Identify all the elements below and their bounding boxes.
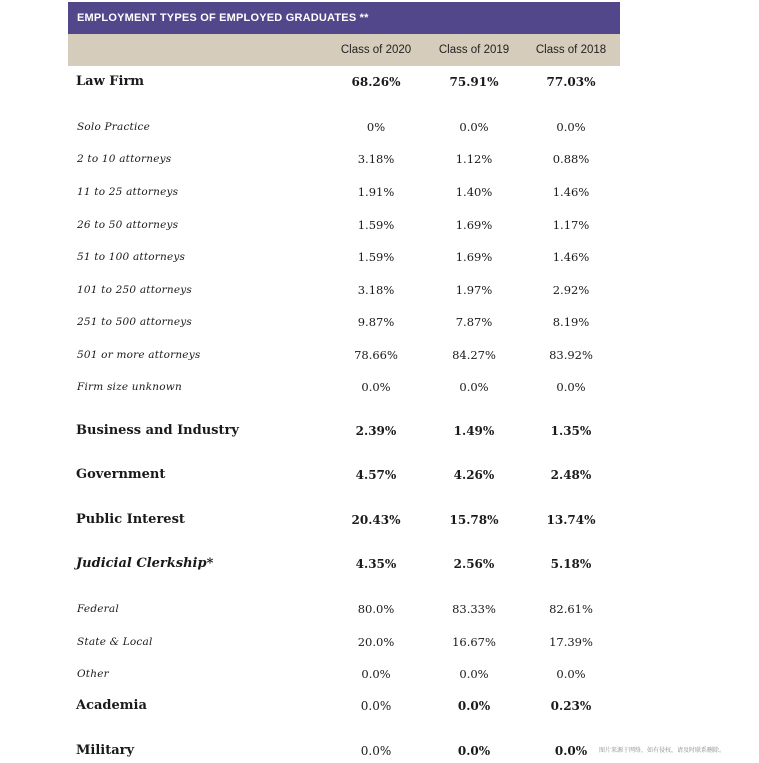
column-header-2019: Class of 2019 [438, 44, 510, 56]
table-row-501-or-more [68, 343, 620, 367]
value-2018: 1.46% [552, 250, 590, 264]
table-row-business-industry [68, 419, 620, 443]
row-label: 26 to 50 attorneys [77, 219, 179, 231]
value-2019: 0.0% [459, 380, 489, 394]
value-2019: 1.12% [455, 152, 493, 166]
row-label: Military [76, 743, 135, 758]
row-label: Government [76, 467, 166, 482]
table-row-government [68, 463, 620, 487]
table-row-101-to-250 [68, 278, 620, 302]
value-2020: 1.59% [357, 218, 395, 232]
table-row-11-to-25 [68, 180, 620, 204]
value-2019: 75.91% [449, 75, 499, 89]
column-header-2020: Class of 2020 [340, 44, 412, 56]
table-row-other [68, 662, 620, 686]
value-2018: 2.48% [550, 468, 592, 482]
value-2019: 4.26% [453, 468, 495, 482]
row-label: Judicial Clerkship* [76, 556, 214, 571]
value-2018: 13.74% [546, 513, 596, 527]
table-row-26-to-50 [68, 213, 620, 237]
row-label: Solo Practice [77, 121, 151, 133]
value-2020: 3.18% [357, 283, 395, 297]
table-row-judicial-clerkship [68, 552, 620, 576]
value-2020: 9.87% [357, 315, 395, 329]
row-label: Other [77, 668, 109, 680]
value-2020: 4.35% [355, 557, 397, 571]
table-row-2-to-10 [68, 147, 620, 171]
value-2018: 0.0% [556, 380, 586, 394]
value-2020: 0.0% [360, 744, 392, 758]
value-2018: 8.19% [552, 315, 590, 329]
value-2020: 0% [366, 120, 386, 134]
row-label: Federal [77, 603, 119, 615]
table-row-state-local [68, 630, 620, 654]
row-label: Firm size unknown [77, 381, 182, 393]
value-2019: 1.40% [455, 185, 493, 199]
value-2018: 5.18% [550, 557, 592, 571]
value-2019: 1.69% [455, 218, 493, 232]
table-row-solo-practice [68, 115, 620, 139]
value-2020: 1.91% [357, 185, 395, 199]
column-header-row [68, 34, 620, 66]
value-2018: 0.23% [550, 699, 592, 713]
table-row-law-firm [68, 70, 620, 94]
value-2020: 2.39% [355, 424, 397, 438]
value-2018: 1.17% [552, 218, 590, 232]
value-2019: 84.27% [452, 348, 496, 362]
value-2018: 83.92% [549, 348, 593, 362]
row-label: 101 to 250 attorneys [77, 284, 192, 296]
value-2018: 77.03% [546, 75, 596, 89]
value-2019: 0.0% [457, 744, 491, 758]
row-label: Public Interest [76, 512, 185, 527]
row-label: Academia [76, 698, 147, 713]
value-2019: 83.33% [452, 602, 496, 616]
value-2020: 4.57% [355, 468, 397, 482]
value-2018: 1.35% [550, 424, 592, 438]
value-2018: 0.88% [552, 152, 590, 166]
watermark-text: 图片来源于网络，如有侵权，请及时联系删除。 [599, 747, 726, 754]
value-2018: 0.0% [556, 120, 586, 134]
value-2020: 0.0% [361, 380, 391, 394]
value-2019: 1.49% [453, 424, 495, 438]
value-2020: 20.0% [357, 635, 395, 649]
value-2020: 1.59% [357, 250, 395, 264]
value-2019: 0.0% [457, 699, 491, 713]
value-2019: 7.87% [455, 315, 493, 329]
row-label: 501 or more attorneys [77, 349, 201, 361]
table-row-academia [68, 694, 620, 718]
value-2019: 0.0% [459, 667, 489, 681]
table-row-251-to-500 [68, 310, 620, 334]
value-2019: 15.78% [449, 513, 499, 527]
value-2018: 0.0% [556, 667, 586, 681]
value-2020: 78.66% [354, 348, 398, 362]
row-label: 251 to 500 attorneys [77, 316, 192, 328]
row-label: 51 to 100 attorneys [77, 251, 186, 263]
value-2020: 3.18% [357, 152, 395, 166]
value-2019: 1.69% [455, 250, 493, 264]
table-row-51-to-100 [68, 245, 620, 269]
table-title: EMPLOYMENT TYPES OF EMPLOYED GRADUATES ** [68, 2, 620, 34]
row-label: 11 to 25 attorneys [77, 186, 179, 198]
employment-table [68, 2, 620, 66]
value-2020: 20.43% [351, 513, 401, 527]
value-2018: 82.61% [549, 602, 593, 616]
table-row-public-interest [68, 508, 620, 532]
value-2019: 0.0% [459, 120, 489, 134]
table-row-military [68, 739, 620, 763]
row-label: Business and Industry [76, 423, 239, 438]
table-row-firm-size-unknown [68, 375, 620, 399]
row-label: Law Firm [76, 74, 145, 89]
value-2020: 0.0% [360, 699, 392, 713]
value-2018: 0.0% [554, 744, 588, 758]
value-2019: 2.56% [453, 557, 495, 571]
row-label: State & Local [77, 636, 153, 648]
value-2018: 2.92% [552, 283, 590, 297]
value-2020: 0.0% [361, 667, 391, 681]
table-row-federal [68, 597, 620, 621]
value-2018: 1.46% [552, 185, 590, 199]
value-2020: 80.0% [357, 602, 395, 616]
value-2019: 16.67% [452, 635, 496, 649]
value-2020: 68.26% [351, 75, 401, 89]
column-header-2018: Class of 2018 [535, 44, 607, 56]
value-2018: 17.39% [549, 635, 593, 649]
value-2019: 1.97% [455, 283, 493, 297]
row-label: 2 to 10 attorneys [77, 153, 172, 165]
